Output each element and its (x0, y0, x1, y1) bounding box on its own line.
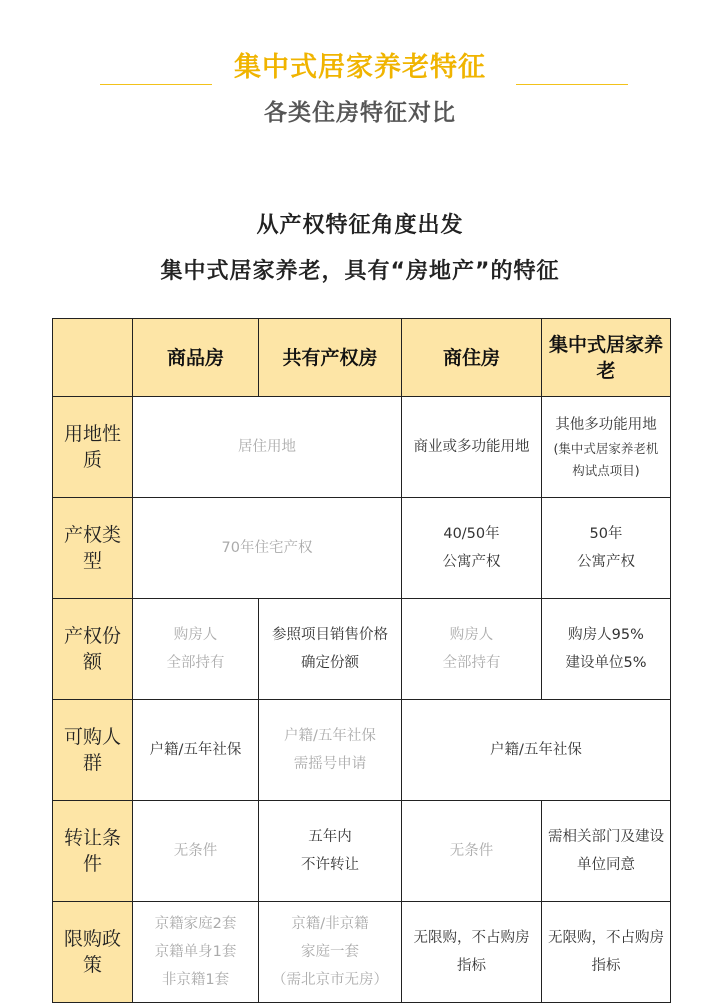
cell-line: 非京籍1套 (161, 972, 230, 988)
cell-line: 全部持有 (166, 655, 225, 671)
cell-line: 公寓产权 (577, 554, 635, 570)
row-label: 用地性质 (53, 397, 133, 498)
cell-line: 五年内 (308, 829, 352, 845)
cell-line: 40/50年 (443, 526, 500, 542)
cell-line: 购房人 (173, 627, 218, 643)
row-label: 转让条件 (53, 801, 133, 902)
cell-line: 京籍/非京籍 (291, 916, 369, 932)
table-cell (259, 902, 402, 1003)
table-cell (402, 498, 542, 599)
cell-line: 不许转让 (301, 857, 359, 873)
table-cell: 70年住宅产权 (133, 498, 402, 599)
table-cell (259, 700, 402, 801)
column-header: 集中式居家养老 (542, 319, 671, 397)
table-cell: 户籍/五年社保 (133, 700, 259, 801)
table-cell: 居住用地 (133, 397, 402, 498)
column-header: 共有产权房 (259, 319, 402, 397)
cell-line: 家庭一套 (301, 944, 359, 960)
page-subtitle: 各类住房特征对比 (264, 100, 456, 126)
table-cell (402, 599, 542, 700)
cell-note: (集中式居家养老机构试点项目) (553, 441, 659, 478)
intro-line-1: 从产权特征角度出发 (256, 213, 464, 238)
table-cell: 商业或多功能用地 (402, 397, 542, 498)
row-label: 限购政策 (53, 902, 133, 1003)
cell-line: 购房人 (449, 627, 494, 643)
title-row (0, 42, 720, 86)
table-cell (259, 599, 402, 700)
cell-line: （需北京市无房） (272, 972, 388, 988)
cell-line: 购房人95% (568, 627, 644, 643)
table-cell: 无条件 (133, 801, 259, 902)
cell-line: 户籍/五年社保 (284, 728, 376, 744)
cell-line: 京籍家庭2套 (154, 916, 237, 932)
comparison-table (52, 318, 671, 1003)
column-header: 商品房 (133, 319, 259, 397)
table-cell (133, 599, 259, 700)
table-row (53, 700, 671, 801)
cell-line: 其他多功能用地 (555, 417, 657, 433)
cell-line: 需摇号申请 (293, 756, 367, 772)
table-row (53, 397, 671, 498)
table-cell (259, 801, 402, 902)
cell-line: 确定份额 (301, 655, 359, 671)
header-corner (53, 319, 133, 397)
table-cell (542, 397, 671, 498)
table-cell: 无限购，不占购房指标 (402, 902, 542, 1003)
cell-line: 公寓产权 (442, 554, 501, 570)
table-cell (542, 498, 671, 599)
table-row (53, 498, 671, 599)
cell-line: 建设单位5% (565, 655, 647, 671)
table-row (53, 599, 671, 700)
row-label: 产权类型 (53, 498, 133, 599)
table-cell: 户籍/五年社保 (402, 700, 671, 801)
table-cell: 需相关部门及建设单位同意 (542, 801, 671, 902)
table-cell (542, 599, 671, 700)
table-header-row (53, 319, 671, 397)
intro-line-2: 集中式居家养老，具有“房地产”的特征 (160, 259, 560, 284)
table-row (53, 902, 671, 1003)
row-label: 产权份额 (53, 599, 133, 700)
table-row (53, 801, 671, 902)
cell-line: 全部持有 (442, 655, 501, 671)
cell-line: 参照项目销售价格 (272, 627, 388, 643)
row-label: 可购人群 (53, 700, 133, 801)
page-title: 集中式居家养老特征 (234, 51, 486, 83)
cell-line: 京籍单身1套 (154, 944, 237, 960)
cell-line: 50年 (589, 526, 623, 542)
table-cell: 无条件 (402, 801, 542, 902)
table-cell (133, 902, 259, 1003)
table-cell: 无限购，不占购房指标 (542, 902, 671, 1003)
column-header: 商住房 (402, 319, 542, 397)
